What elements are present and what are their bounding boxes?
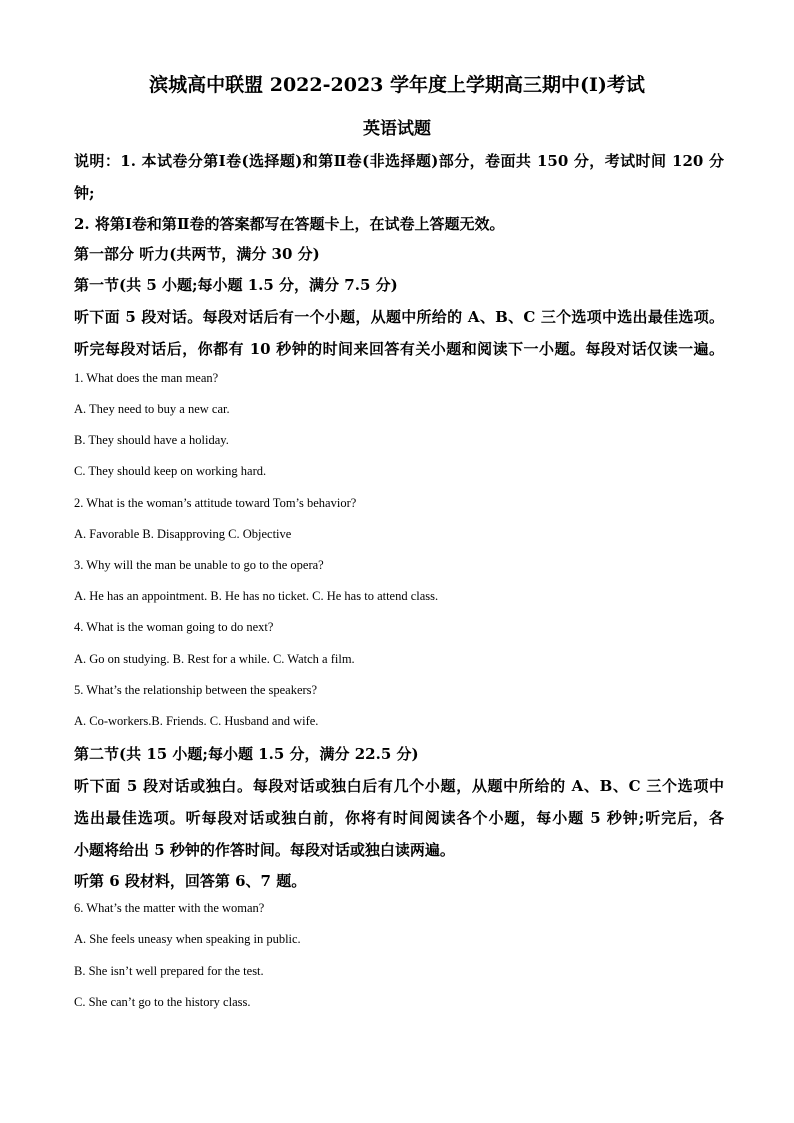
section1-heading: 第一节(共 5 小题;每小题 1.5 分，满分 7.5 分) — [74, 276, 398, 294]
question-1-option-c: C. They should keep on working hard. — [74, 464, 267, 478]
section1-directions-line-2: 听完每段对话后，你都有 10 秒钟的时间来回答有关小题和阅读下一小题。每段对话仅读一遍。 — [74, 340, 724, 358]
question-5-options: A. Co-workers.B. Friends. C. Husband and wife. — [74, 714, 319, 728]
section2-directions-line-1: 听下面 5 段对话或独白。每段对话或独白后有几个小题，从题中所给的 A、B、C 三个选项中 — [74, 777, 724, 795]
exam-title: 滨城高中联盟 2022-2023 学年度上学期高三期中(Ⅰ)考试 — [149, 74, 645, 96]
instructions-line-2: 2. 将第Ⅰ卷和第Ⅱ卷的答案都写在答题卡上，在试卷上答题无效。 — [74, 215, 505, 233]
exam-subject: 英语试题 — [363, 119, 431, 139]
question-2-options: A. Favorable B. Disapproving C. Objective — [74, 527, 292, 541]
section2-directions-line-3: 小题将给出 5 秒钟的作答时间。每段对话或独白读两遍。 — [74, 841, 455, 859]
instructions-line-1: 说明：1. 本试卷分第Ⅰ卷(选择题)和第Ⅱ卷(非选择题)部分，卷面共 150 分，考试时间 120 分 — [74, 152, 724, 170]
question-4: 4. What is the woman going to do next? — [74, 620, 274, 634]
question-3: 3. Why will the man be unable to go to the opera? — [74, 558, 324, 572]
question-6-option-c: C. She can’t go to the history class. — [74, 995, 251, 1009]
question-3-options: A. He has an appointment. B. He has no ticket. C. He has to attend class. — [74, 589, 439, 603]
section1-directions-line-1: 听下面 5 段对话。每段对话后有一个小题，从题中所给的 A、B、C 三个选项中选出最佳选项。 — [74, 308, 724, 326]
section2-heading: 第二节(共 15 小题;每小题 1.5 分，满分 22.5 分) — [74, 745, 419, 763]
material-6-heading: 听第 6 段材料，回答第 6、7 题。 — [74, 872, 307, 890]
question-5: 5. What’s the relationship between the speakers? — [74, 683, 318, 697]
question-2: 2. What is the woman’s attitude toward Tom’s behavior? — [74, 496, 357, 510]
part1-heading: 第一部分 听力(共两节，满分 30 分) — [74, 245, 320, 263]
question-6-option-b: B. She isn’t well prepared for the test. — [74, 964, 264, 978]
instructions-line-1-cont: 钟; — [74, 184, 95, 202]
section2-directions-line-2: 选出最佳选项。听每段对话或独白前，你将有时间阅读各个小题，每小题 5 秒钟;听完后，各 — [74, 809, 724, 827]
question-4-options: A. Go on studying. B. Rest for a while. C. Watch a film. — [74, 652, 355, 666]
question-1: 1. What does the man mean? — [74, 371, 219, 385]
question-6: 6. What’s the matter with the woman? — [74, 901, 265, 915]
question-1-option-a: A. They need to buy a new car. — [74, 402, 230, 416]
question-6-option-a: A. She feels uneasy when speaking in public. — [74, 932, 301, 946]
question-1-option-b: B. They should have a holiday. — [74, 433, 229, 447]
